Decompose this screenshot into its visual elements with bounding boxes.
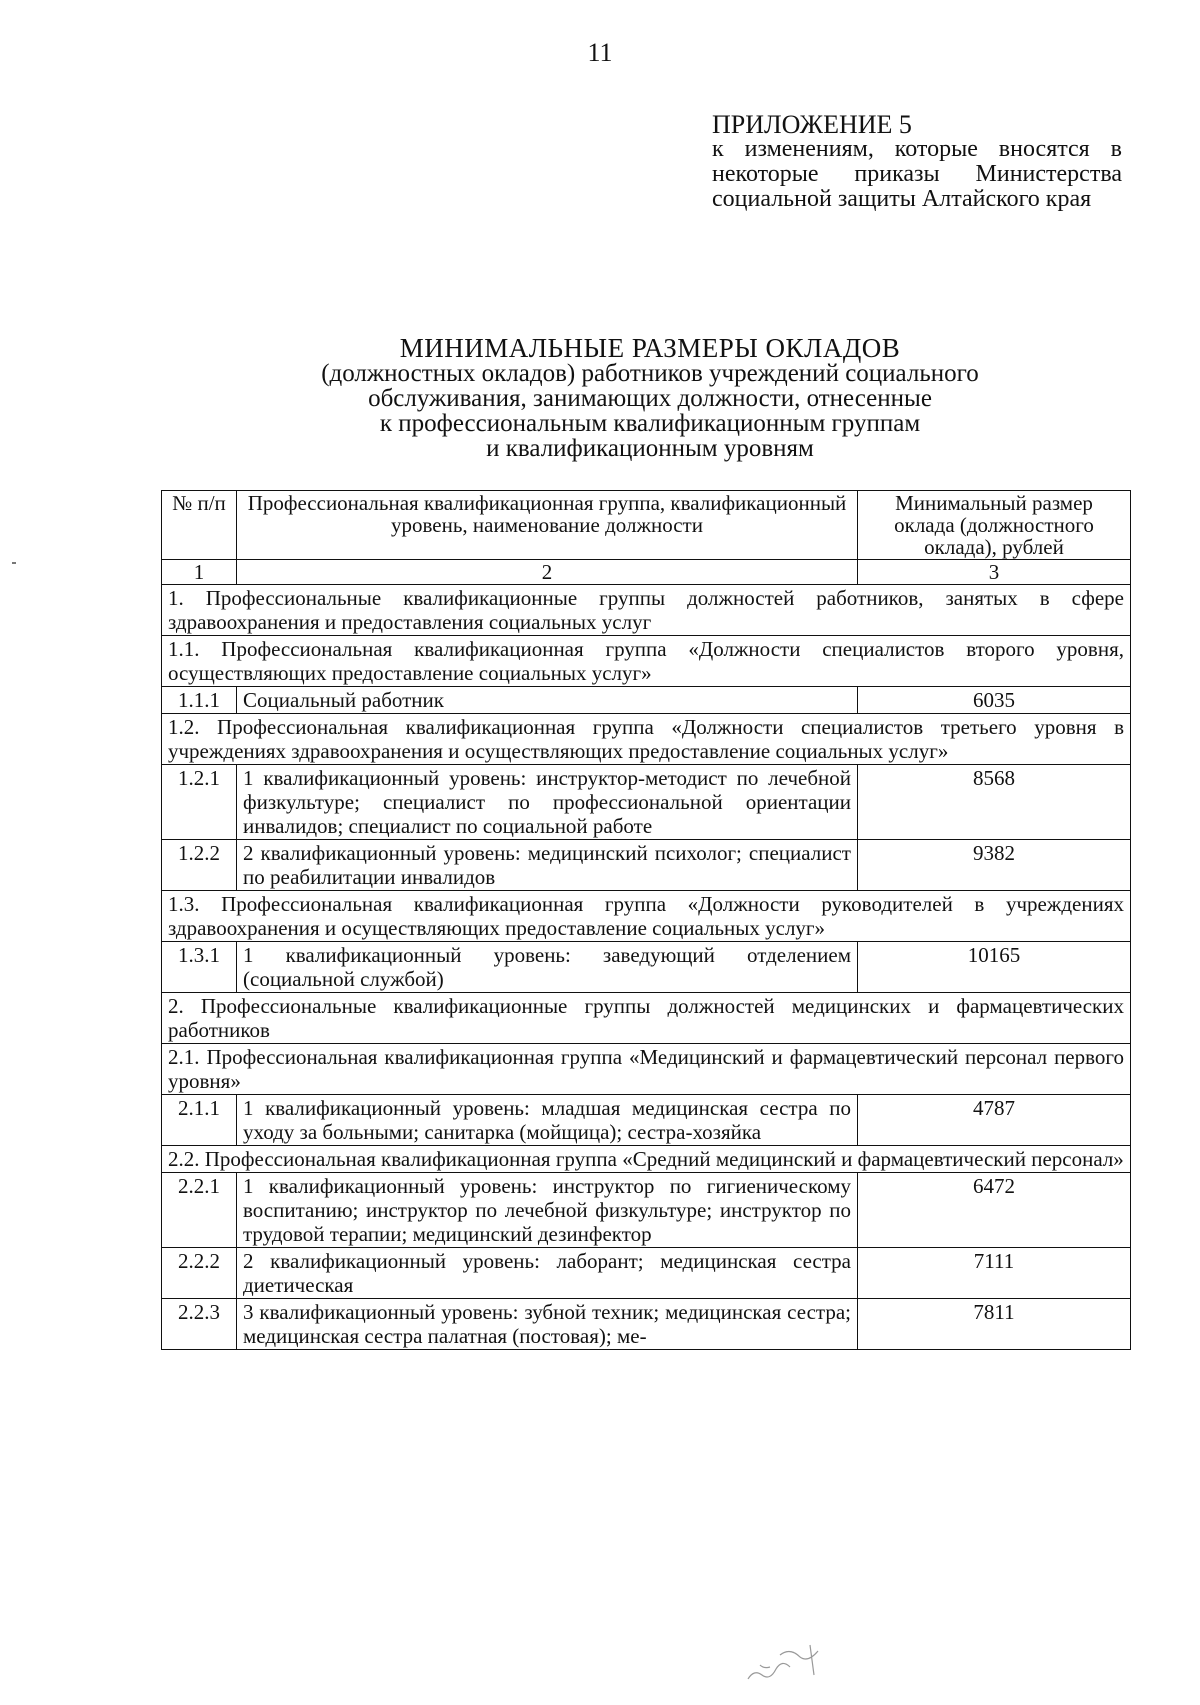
row-description: Социальный работник [237, 687, 858, 714]
section-title: 1. Профессиональные квалификационные группы должностей работников, занятых в сфере здравоохранения и предоставления социальных услуг [162, 585, 1131, 636]
table-row [162, 765, 1131, 840]
table-row [162, 687, 1131, 714]
row-salary: 10165 [858, 942, 1131, 993]
index-cell: 2 [237, 560, 858, 585]
document-title [150, 333, 1150, 462]
row-number: 1.1.1 [162, 687, 237, 714]
header-salary: Минимальный размер оклада (должностного оклада), рублей [858, 491, 1131, 560]
section-row [162, 636, 1131, 687]
row-description: 1 квалификационный уровень: инструктор по гигиеническому воспитанию; инструктор по лечебной физкультуре; инструктор по трудовой терапии; медицинский дезинфектор [237, 1173, 858, 1248]
salary-table-body [162, 491, 1131, 1350]
section-row [162, 1044, 1131, 1095]
section-title: 1.2. Профессиональная квалификационная группа «Должности специалистов третьего уровня в учреждениях здравоохранения и осуществляющих предоставление социальных услуг» [162, 714, 1131, 765]
row-number: 1.2.1 [162, 765, 237, 840]
index-cell: 1 [162, 560, 237, 585]
row-salary: 9382 [858, 840, 1131, 891]
document-subtitle-line: и квалификационным уровням [486, 435, 814, 462]
row-number: 2.2.1 [162, 1173, 237, 1248]
row-number: 1.2.2 [162, 840, 237, 891]
row-salary: 6472 [858, 1173, 1131, 1248]
row-description: 1 квалификационный уровень: младшая медицинская сестра по уходу за больными; санитарка (мойщица); сестра-хозяйка [237, 1095, 858, 1146]
table-row [162, 1173, 1131, 1248]
document-subtitle-line: к профессиональным квалификационным группам [379, 410, 921, 437]
row-description: 2 квалификационный уровень: медицинский психолог; специалист по реабилитации инвалидов [237, 840, 858, 891]
row-number: 2.2.3 [162, 1299, 237, 1350]
document-subtitle-line: (должностных окладов) работников учреждений социального [321, 360, 979, 387]
row-number: 2.2.2 [162, 1248, 237, 1299]
section-title: 2.2. Профессиональная квалификационная группа «Средний медицинский и фармацевтический персонал» [162, 1146, 1131, 1173]
section-title: 1.1. Профессиональная квалификационная группа «Должности специалистов второго уровня, осуществляющих предоставление социальных услуг» [162, 636, 1131, 687]
header-number: № п/п [162, 491, 237, 560]
page-number: 11 [587, 38, 613, 67]
table-index-row [162, 560, 1131, 585]
document-main-title: МИНИМАЛЬНЫЕ РАЗМЕРЫ ОКЛАДОВ [399, 333, 901, 363]
document-subtitle-line: обслуживания, занимающих должности, отнесенные [368, 385, 932, 412]
section-title: 1.3. Профессиональная квалификационная группа «Должности руководителей в учреждениях здравоохранения и осуществляющих предоставление социальных услуг» [162, 891, 1131, 942]
row-description: 1 квалификационный уровень: заведующий отделением (социальной службой) [237, 942, 858, 993]
row-salary: 4787 [858, 1095, 1131, 1146]
row-salary: 7811 [858, 1299, 1131, 1350]
row-salary: 7111 [858, 1248, 1131, 1299]
appendix-title: ПРИЛОЖЕНИЕ 5 [712, 110, 912, 139]
appendix-text: к изменениям, которые вносятся в некоторые приказы Министерства социальной защиты Алтайского края [712, 136, 1122, 212]
row-description: 1 квалификационный уровень: инструктор-методист по лечебной физкультуре; специалист по профессиональной ориентации инвалидов; специалист по социальной работе [237, 765, 858, 840]
table-row [162, 1248, 1131, 1299]
section-title: 2.1. Профессиональная квалификационная группа «Медицинский и фармацевтический персонал первого уровня» [162, 1044, 1131, 1095]
table-row [162, 942, 1131, 993]
table-row [162, 840, 1131, 891]
row-number: 2.1.1 [162, 1095, 237, 1146]
table-header-row [162, 491, 1131, 560]
section-row [162, 1146, 1131, 1173]
section-row [162, 993, 1131, 1044]
row-salary: 8568 [858, 765, 1131, 840]
row-description: 2 квалификационный уровень: лаборант; медицинская сестра диетическая [237, 1248, 858, 1299]
section-row [162, 585, 1131, 636]
margin-speck [12, 562, 16, 564]
row-number: 1.3.1 [162, 942, 237, 993]
salary-table [161, 490, 1131, 1350]
section-title: 2. Профессиональные квалификационные группы должностей медицинских и фармацевтических работников [162, 993, 1131, 1044]
index-cell: 3 [858, 560, 1131, 585]
scribble-mark [740, 1635, 850, 1685]
table-row [162, 1095, 1131, 1146]
section-row [162, 714, 1131, 765]
row-description: 3 квалификационный уровень: зубной техник; медицинская сестра; медицинская сестра палатная (постовая); ме- [237, 1299, 858, 1350]
table-row [162, 1299, 1131, 1350]
section-row [162, 891, 1131, 942]
appendix-block [712, 112, 1122, 212]
header-group: Профессиональная квалификационная группа, квалификационный уровень, наименование должности [237, 491, 858, 560]
row-salary: 6035 [858, 687, 1131, 714]
